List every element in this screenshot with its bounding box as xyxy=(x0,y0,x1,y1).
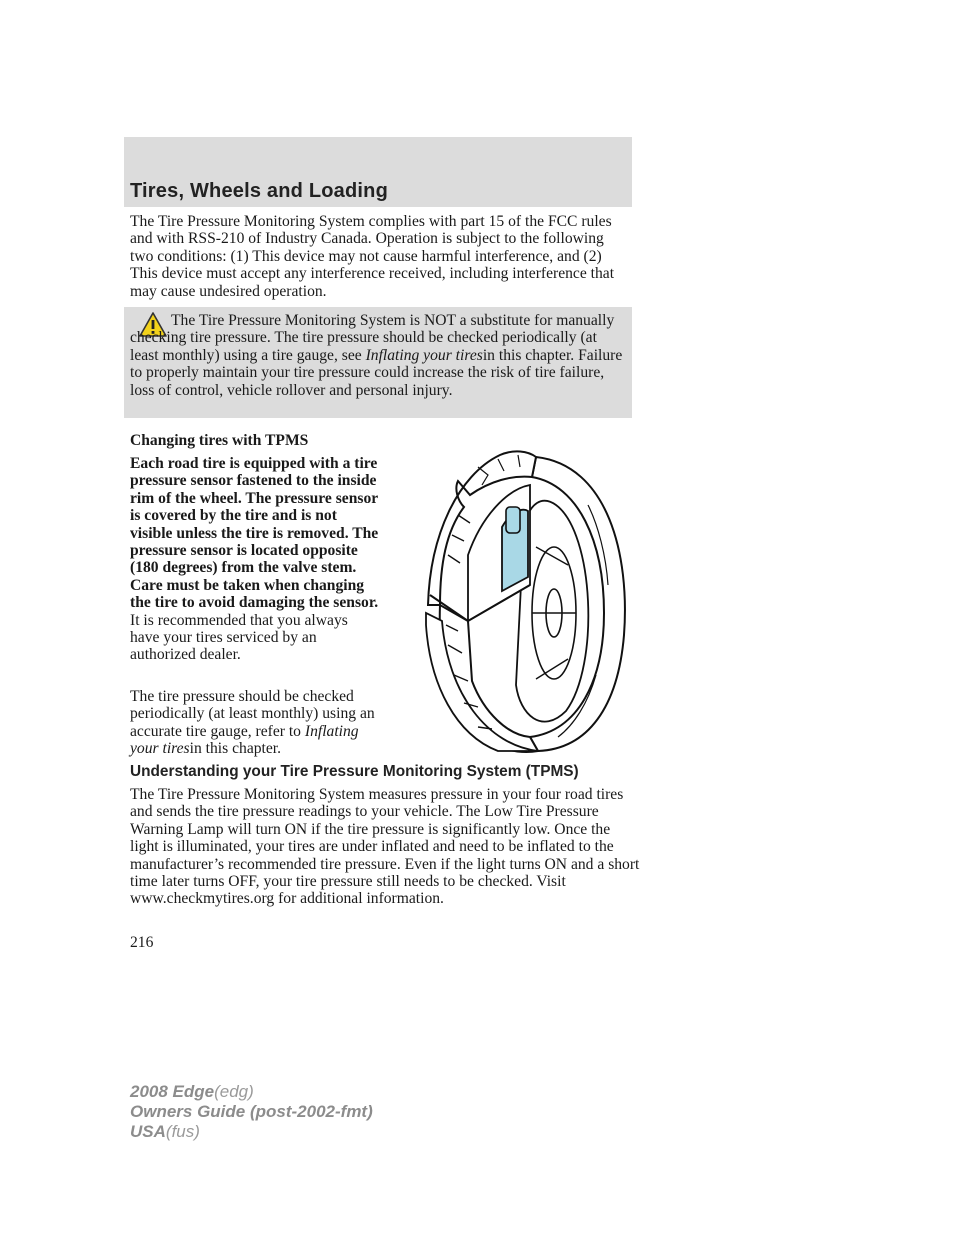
check-pressure-end: in this chapter. xyxy=(189,740,282,758)
check-pressure-paragraph xyxy=(130,688,390,758)
check-pressure-text: The tire pressure should be checked periodically (at least monthly) using an accurate tire gauge, refer to xyxy=(130,688,375,740)
section-header xyxy=(124,137,632,207)
section-title: Tires, Wheels and Loading xyxy=(130,180,389,202)
warning-text xyxy=(130,312,624,399)
footer-line-3 xyxy=(130,1122,373,1142)
inflating-tires-reference: Inflating your tires xyxy=(365,346,483,364)
footer-line-1 xyxy=(130,1082,373,1102)
sensor-warning-bold: Each road tire is equipped with a tire pressure sensor fastened to the inside rim of the wheel. The pressure sensor is covered by the tire and is not visible unless the tire is removed. The pressure sensor is located opposite (180 degrees) from the valve stem. Care must be taken when changing the tire to avoid damaging the sensor. xyxy=(130,455,379,612)
dealer-recommendation: It is recommended that you always have your tires serviced by an authorized dealer. xyxy=(130,611,348,664)
inflating-tires-reference-2: Inflating your tires xyxy=(130,722,359,758)
tpms-description-paragraph: The Tire Pressure Monitoring System measures pressure in your four road tires and sends the tire pressure readings to your vehicle. The Low Tire Pressure Warning Lamp will turn ON if the tire pressure is significantly low. Once the light is illuminated, your tires are under inflated and need to be inflated to the manufacturer’s recommended tire pressure. Even if the light turns ON and a short time later turns OFF, your tire pressure still needs to be checked. Visit www.checkmytires.org for additional information. xyxy=(130,786,640,908)
footer-market-code: (fus) xyxy=(165,1122,200,1141)
footer-market: USA xyxy=(130,1122,166,1141)
footer-model: 2008 Edge xyxy=(130,1082,215,1101)
understanding-tpms-heading: Understanding your Tire Pressure Monitoring System (TPMS) xyxy=(130,763,579,780)
warning-box xyxy=(124,307,632,418)
document-footer xyxy=(130,1082,373,1142)
tire-sensor-illustration xyxy=(418,445,632,757)
page-number: 216 xyxy=(130,934,154,951)
fcc-compliance-paragraph: The Tire Pressure Monitoring System complies with part 15 of the FCC rules and with RSS-210 of Industry Canada. Operation is subject to the following two conditions: (1) This device may not cause harmful interference, and (2) This device must accept any interference received, including interference that may cause undesired operation. xyxy=(130,213,615,300)
footer-model-code: (edg) xyxy=(214,1082,254,1101)
warning-text-main: The Tire Pressure Monitoring System is NOT a substitute for manually checking tire pressure. The tire pressure should be checked periodically (at least monthly) using a tire gauge, see xyxy=(130,312,615,364)
footer-line-2 xyxy=(130,1102,373,1122)
changing-tires-heading: Changing tires with TPMS xyxy=(130,432,309,449)
warning-text-end: in this chapter. Failure to properly maintain your tire pressure could increase the risk of tire failure, loss of control, vehicle rollover and personal injury. xyxy=(130,346,623,399)
footer-guide: Owners Guide (post-2002-fmt) xyxy=(130,1102,373,1121)
sensor-paragraph xyxy=(130,455,380,664)
